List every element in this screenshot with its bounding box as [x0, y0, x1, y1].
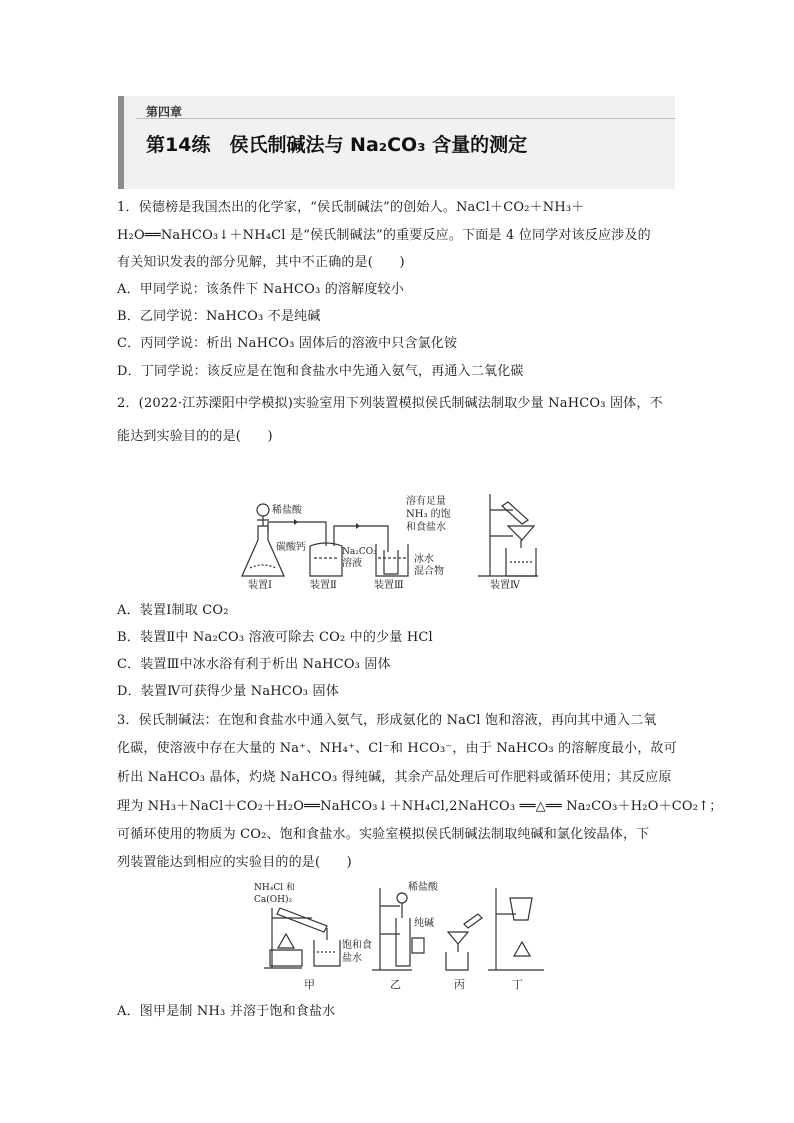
- label-device-1: 装置Ⅰ: [248, 580, 272, 591]
- label-bing: 丙: [454, 978, 465, 991]
- label-caoh2: Ca(OH)₂: [254, 895, 293, 905]
- q1-stem-line-1: 1．侯德榜是我国杰出的化学家，“侯氏制碱法”的创始人。NaCl＋CO₂＋NH₃＋: [117, 200, 585, 215]
- label-device-4: 装置Ⅳ: [490, 580, 520, 591]
- q3-stem-line-3: 析出 NaHCO₃ 晶体，灼烧 NaHCO₃ 得纯碱，其余产品处理后可作肥料或循环使用；其反应原: [117, 770, 672, 785]
- q3-stem-line-6: 列装置能达到相应的实验目的的是( ): [117, 855, 352, 870]
- header-divider: [136, 118, 675, 119]
- chapter-header: [118, 96, 675, 189]
- label-dilute-hcl-2: 稀盐酸: [408, 882, 438, 893]
- q2-stem-line-1: 2．(2022·江苏溧阳中学模拟)实验室用下列装置模拟侯氏制碱法制取少量 NaHCO₃ 固体，不: [117, 396, 663, 411]
- q1-option-c: C．丙同学说：析出 NaHCO₃ 固体后的溶液中只含氯化铵: [117, 336, 458, 351]
- label-saturated-1: 溶有足量: [406, 496, 446, 507]
- q2-option-b: B．装置Ⅱ中 Na₂CO₃ 溶液可除去 CO₂ 中的少量 HCl: [117, 630, 433, 645]
- q2-option-a: A．装置Ⅰ制取 CO₂: [117, 603, 229, 618]
- q3-stem-line-5: 可循环使用的物质为 CO₂、饱和食盐水。实验室模拟侯氏制碱法制取纯碱和氯化铵晶体，下: [117, 827, 650, 842]
- label-brine-1: 饱和食: [342, 940, 372, 951]
- label-na2co3: Na₂CO₃: [342, 547, 377, 557]
- label-nh4cl: NH₄Cl 和: [254, 883, 295, 893]
- q2-stem-line-2: 能达到实验目的的是( ): [117, 429, 273, 444]
- q3-stem-line-1: 3．侯氏制碱法：在饱和食盐水中通入氨气，形成氨化的 NaCl 饱和溶液，再向其中通入二氧: [117, 713, 657, 728]
- q3-option-a: A．图甲是制 NH₃ 并溶于饱和食盐水: [117, 1004, 336, 1019]
- q1-stem-line-3: 有关知识发表的部分见解，其中不正确的是( ): [117, 255, 405, 270]
- chapter-label: 第四章: [146, 105, 183, 119]
- q2-option-d: D．装置Ⅳ可获得少量 NaHCO₃ 固体: [117, 684, 339, 699]
- q2-option-c: C．装置Ⅲ中冰水浴有利于析出 NaHCO₃ 固体: [117, 657, 391, 672]
- label-device-2: 装置Ⅱ: [310, 580, 337, 591]
- label-caco3: 碳酸钙: [276, 542, 306, 553]
- label-brine-2: 盐水: [342, 953, 362, 964]
- q1-stem-line-2: H₂O══NaHCO₃↓＋NH₄Cl 是“侯氏制碱法”的重要反应。下面是 4 位同学对该反应涉及的: [117, 228, 651, 243]
- q1-option-a: A．甲同学说：该条件下 NaHCO₃ 的溶解度较小: [117, 282, 404, 297]
- label-saturated-2: NH₃ 的饱: [406, 509, 451, 520]
- label-soda: 纯碱: [414, 918, 434, 929]
- label-device-3: 装置Ⅲ: [374, 580, 404, 591]
- q1-option-d: D．丁同学说：该反应是在饱和食盐水中先通入氨气，再通入二氧化碳: [117, 364, 524, 379]
- label-dilute-hcl: 稀盐酸: [272, 505, 302, 516]
- header-accent-bar: [118, 96, 124, 189]
- q2-apparatus-figure: [238, 458, 568, 593]
- page-title: 第14练 侯氏制碱法与 Na₂CO₃ 含量的测定: [146, 134, 528, 156]
- label-na2co3-solution: 溶液: [342, 558, 362, 569]
- q3-stem-line-2: 化碳，使溶液中存在大量的 Na⁺、NH₄⁺、Cl⁻和 HCO₃⁻，由于 NaHCO₃ 的溶解度最小，故可: [117, 741, 677, 756]
- label-saturated-3: 和食盐水: [406, 522, 446, 533]
- label-jia: 甲: [304, 978, 315, 991]
- label-ice-water-2: 混合物: [414, 566, 444, 577]
- label-ding: 丁: [512, 978, 523, 991]
- q1-option-b: B．乙同学说：NaHCO₃ 不是纯碱: [117, 309, 321, 324]
- label-ice-water-1: 冰水: [414, 554, 434, 565]
- label-yi: 乙: [390, 978, 401, 991]
- q3-stem-line-4: 理为 NH₃＋NaCl＋CO₂＋H₂O══NaHCO₃↓＋NH₄Cl,2NaHCO₃ ══△══ Na₂CO₃＋H₂O＋CO₂↑；: [117, 799, 723, 814]
- q3-apparatus-figure: [252, 878, 572, 996]
